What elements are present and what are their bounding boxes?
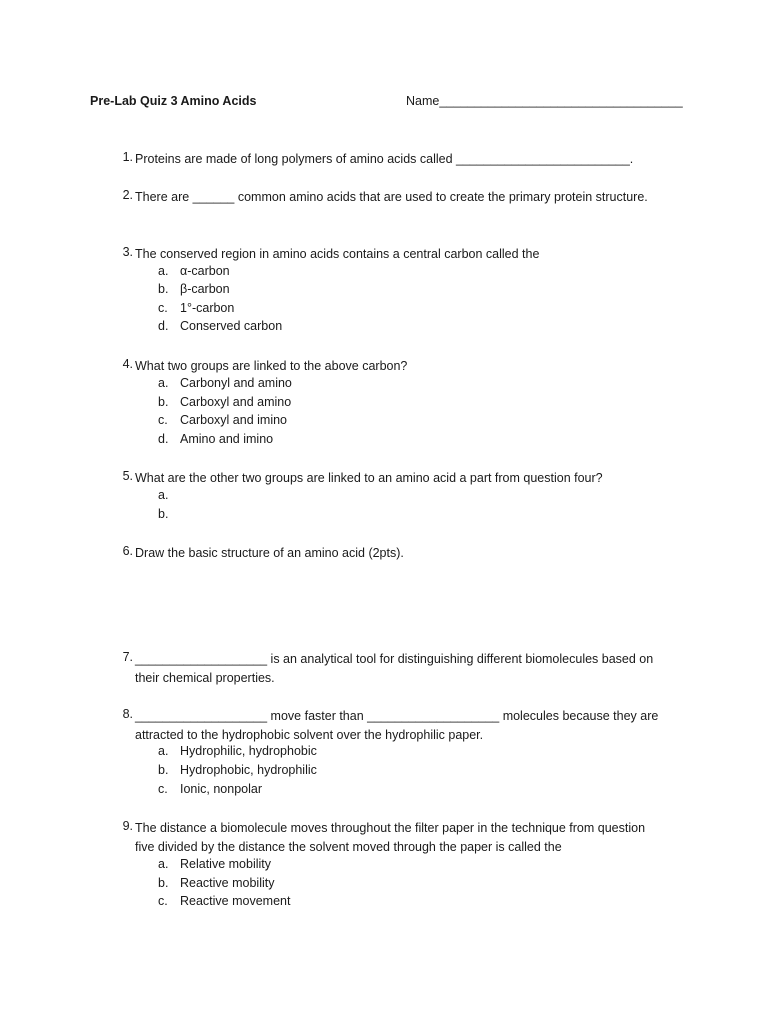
option-letter: a. xyxy=(158,857,169,871)
option-text: Reactive mobility xyxy=(180,876,275,890)
question-number: 3. xyxy=(122,245,133,259)
question-text: their chemical properties. xyxy=(135,671,275,685)
question-text: ___________________ is an analytical tool for distinguishing different biomolecules based on xyxy=(135,652,654,666)
option-letter: a. xyxy=(158,744,169,758)
option-letter: b. xyxy=(158,395,169,409)
option-letter: c. xyxy=(158,413,168,427)
option-letter: c. xyxy=(158,894,168,908)
option-letter: b. xyxy=(158,507,169,521)
option-text: Hydrophilic, hydrophobic xyxy=(180,744,317,758)
option-letter: d. xyxy=(158,432,169,446)
question-text: Draw the basic structure of an amino acid (2pts). xyxy=(135,546,404,560)
question-text: There are ______ common amino acids that are used to create the primary protein structure. xyxy=(135,190,648,204)
question-text: ___________________ move faster than ___________________ molecules because they are xyxy=(135,709,659,723)
question-number: 4. xyxy=(122,357,133,371)
option-letter: c. xyxy=(158,782,168,796)
name-field: Name___________________________________ xyxy=(406,94,683,108)
option-text: 1°-carbon xyxy=(180,301,235,315)
option-text: Reactive movement xyxy=(180,894,291,908)
option-letter: b. xyxy=(158,763,169,777)
question-number: 9. xyxy=(122,819,133,833)
question-text: The distance a biomolecule moves throughout the filter paper in the technique from question xyxy=(135,821,646,835)
option-text: Carboxyl and imino xyxy=(180,413,287,427)
question-text: attracted to the hydrophobic solvent over the hydrophilic paper. xyxy=(135,728,484,742)
question-text: What are the other two groups are linked to an amino acid a part from question four? xyxy=(135,471,603,485)
option-letter: a. xyxy=(158,264,169,278)
option-text: Carbonyl and amino xyxy=(180,376,292,390)
question-text: What two groups are linked to the above carbon? xyxy=(135,359,408,373)
option-text: Amino and imino xyxy=(180,432,274,446)
question-text: Proteins are made of long polymers of amino acids called _________________________. xyxy=(135,152,634,166)
question-text: five divided by the distance the solvent moved through the paper is called the xyxy=(135,840,562,854)
option-letter: b. xyxy=(158,876,169,890)
question-number: 1. xyxy=(122,150,133,164)
option-letter: a. xyxy=(158,376,169,390)
option-text: Conserved carbon xyxy=(180,319,283,333)
option-text: Relative mobility xyxy=(180,857,272,871)
option-text: Hydrophobic, hydrophilic xyxy=(180,763,317,777)
question-number: 6. xyxy=(122,544,133,558)
question-number: 2. xyxy=(122,188,133,202)
question-number: 8. xyxy=(122,707,133,721)
option-text: Carboxyl and amino xyxy=(180,395,292,409)
question-number: 7. xyxy=(122,650,133,664)
option-letter: c. xyxy=(158,301,168,315)
question-number: 5. xyxy=(122,469,133,483)
option-text: β-carbon xyxy=(180,282,230,296)
option-text: Ionic, nonpolar xyxy=(180,782,263,796)
question-text: The conserved region in amino acids contains a central carbon called the xyxy=(135,247,540,261)
option-text: α-carbon xyxy=(180,264,230,278)
option-letter: b. xyxy=(158,282,169,296)
quiz-title: Pre-Lab Quiz 3 Amino Acids xyxy=(90,94,257,108)
option-letter: a. xyxy=(158,488,169,502)
option-letter: d. xyxy=(158,319,169,333)
